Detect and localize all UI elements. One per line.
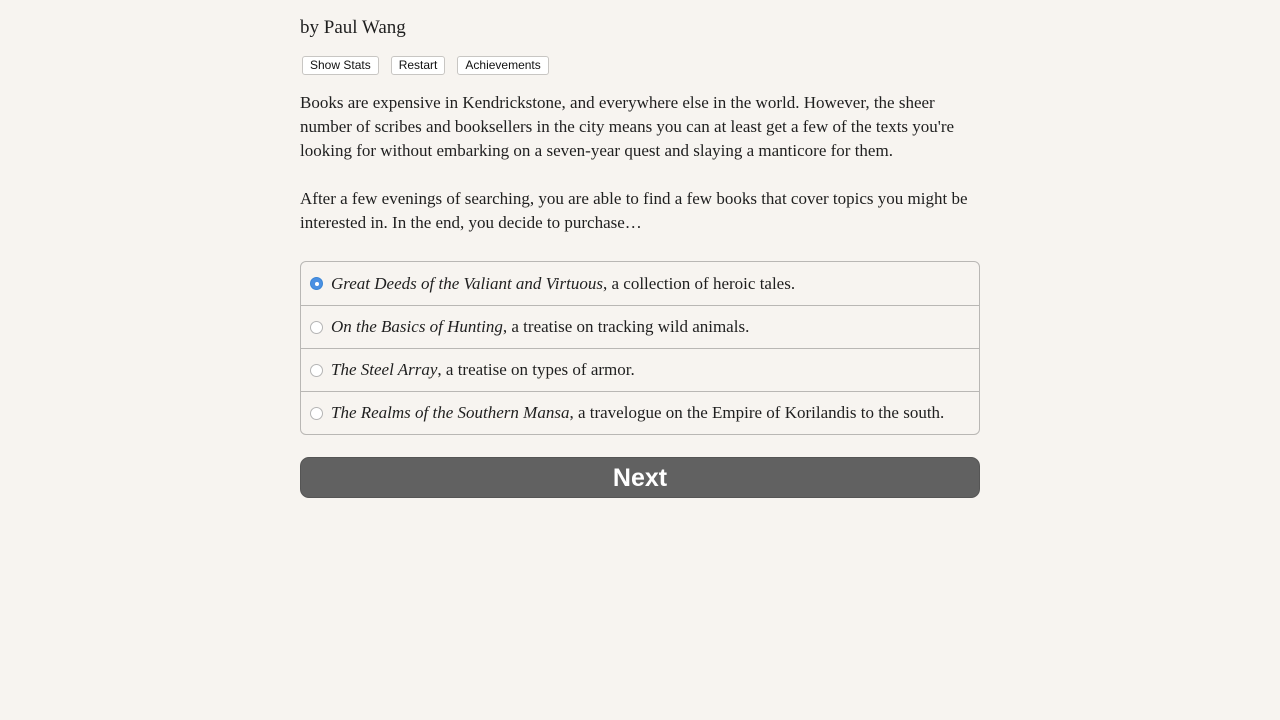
show-stats-button[interactable]: Show Stats [302,56,379,75]
choice-description: , a collection of heroic tales. [602,273,796,293]
choice-text [331,403,944,423]
choice-text [331,360,635,380]
choice-title: On the Basics of Hunting [331,317,503,336]
choice-title: Great Deeds of the Valiant and Virtuous [331,273,603,293]
choice-description: , a treatise on tracking wild animals. [502,317,750,336]
radio-unselected-icon[interactable] [310,407,323,420]
choice-option-great-deeds[interactable] [301,262,979,305]
passage-paragraph: After a few evenings of searching, you are able to find a few books that cover topics you might be interested in. In the end, you decide to purchase… [300,189,968,232]
next-button[interactable]: Next [300,457,980,498]
choice-description: , a travelogue on the Empire of Korilandis to the south. [569,403,945,422]
choice-list [300,261,980,435]
radio-unselected-icon[interactable] [310,321,323,334]
story-passage [300,91,990,259]
radio-unselected-icon[interactable] [310,364,323,377]
choice-title: The Steel Array [331,360,438,379]
choice-description: , a treatise on types of armor. [437,360,635,379]
choice-text [331,317,749,337]
achievements-button[interactable]: Achievements [457,56,548,75]
choice-title: The Realms of the Southern Mansa [331,403,570,422]
radio-selected-icon[interactable] [310,277,323,290]
restart-button[interactable]: Restart [391,56,446,75]
passage-paragraph: Books are expensive in Kendrickstone, and everywhere else in the world. However, the sheer number of scribes and booksellers in the city means you can at least get a few of the texts you're looking for without embarking on a seven-year quest and slaying a manticore for them. [300,93,955,160]
author-byline: by Paul Wang [300,17,406,38]
choice-text [331,274,795,294]
choice-option-southern-mansa[interactable] [301,391,979,434]
toolbar [302,56,549,75]
choice-option-basics-of-hunting[interactable] [301,305,979,348]
choice-option-steel-array[interactable] [301,348,979,391]
